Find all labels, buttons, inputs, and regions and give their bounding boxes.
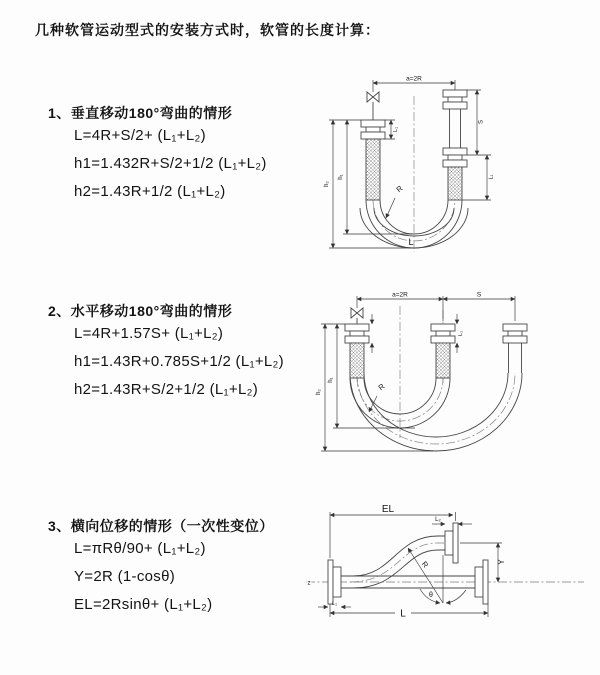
- dim-label-r: R: [394, 183, 405, 195]
- section-2-heading: 2、水平移动180°弯曲的情形: [48, 303, 233, 319]
- dim-label-s: S: [476, 291, 482, 299]
- formula-line: h1=1.432R+S/2+1/2 (L₁+L₂): [74, 155, 267, 172]
- d2-left-pipe-assembly: [345, 308, 369, 378]
- d3-lower-right-flange: [475, 560, 488, 604]
- section-2: [48, 301, 348, 401]
- section-1-heading: 1、垂直移动180°弯曲的情形: [48, 105, 233, 121]
- dim-label-h2: h₂: [324, 181, 330, 187]
- d1-dimensions: [324, 76, 495, 249]
- section-3-heading: 3、横向位移的情形（一次性变位）: [48, 518, 274, 534]
- valve-icon: [351, 308, 363, 318]
- braided-hose-section: [350, 343, 364, 378]
- braided-hose-section: [436, 343, 450, 378]
- dim-label-l1: L₁: [332, 601, 337, 607]
- dim-label-span: a=2R: [406, 75, 422, 83]
- dim-label-l1-right: L₁: [488, 174, 495, 180]
- formula-line: L=4R+S/2+ (L₁+L₂): [74, 127, 206, 144]
- d2-dimensions: [316, 292, 515, 452]
- dim-label-h1: h₁: [338, 174, 344, 180]
- formula-line: L=πRθ/90+ (L₁+L₂): [74, 540, 206, 557]
- dim-label-l2: L₂: [435, 517, 441, 523]
- diagram-lateral-displacement: [298, 503, 590, 648]
- dim-label-l1-left: L₁: [393, 127, 399, 132]
- formula-line: h2=1.43R+S/2+1/2 (L₁+L₂): [74, 381, 259, 398]
- dim-label-el: EL: [381, 504, 395, 515]
- dim-label-l: L: [400, 608, 406, 620]
- formula-line: L=4R+1.57S+ (L₁+L₂): [74, 325, 224, 342]
- dim-label-span: a=2R: [392, 291, 408, 299]
- dim-label-y: Y: [497, 559, 506, 565]
- diagram-horizontal-180-bend: [315, 286, 565, 458]
- dim-label-theta: θ: [429, 592, 433, 599]
- d1-right-pipe-assembly: [443, 90, 467, 200]
- braided-hose-section: [448, 167, 462, 200]
- dim-label-h1: h₁: [328, 377, 334, 383]
- formula-line: Y=2R (1-cosθ): [74, 568, 176, 585]
- dim-label-l: L: [408, 237, 414, 247]
- d2-middle-pipe-assembly: [431, 324, 455, 378]
- page-title: 几种软管运动型式的安装方式时，软管的长度计算：: [35, 22, 380, 38]
- valve-icon: [367, 92, 379, 102]
- dim-label-s: S: [478, 119, 485, 125]
- d1-centerlines: [373, 96, 455, 252]
- formula-line: EL=2Rsinθ+ (L₁+L₂): [74, 596, 213, 613]
- dim-label-l1: L₁: [458, 331, 464, 336]
- d1-left-pipe-assembly: [361, 92, 385, 200]
- d3-left-flange: [328, 560, 341, 604]
- formula-line: h2=1.43R+1/2 (L₁+L₂): [74, 183, 226, 200]
- d2-displaced-pipe-assembly: [503, 324, 527, 373]
- diagram-vertical-180-bend: [315, 70, 570, 255]
- d3-upper-right-flange: [445, 523, 458, 563]
- braided-hose-section: [366, 139, 380, 200]
- dim-label-r: R: [419, 559, 431, 570]
- dim-label-h2: h₂: [316, 389, 322, 395]
- d3-dimensions: [308, 504, 507, 620]
- dim-label-r: R: [376, 381, 387, 393]
- formula-line: h1=1.43R+0.785S+1/2 (L₁+L₂): [74, 353, 284, 370]
- section-1: [48, 103, 348, 203]
- centerline-axis-mark: z: [307, 580, 311, 587]
